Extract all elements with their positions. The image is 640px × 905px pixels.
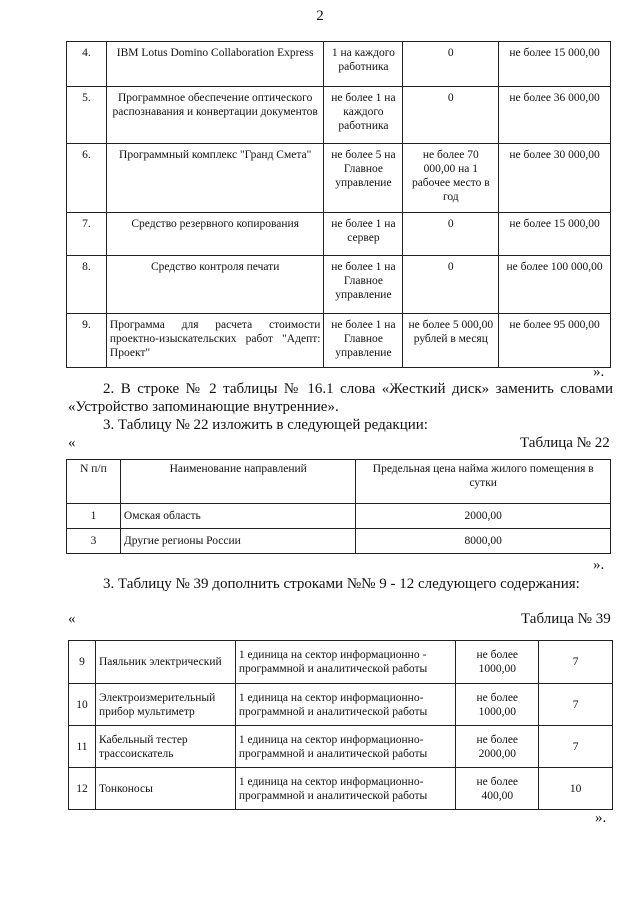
table-row (67, 87, 611, 144)
row-number: 9 (69, 641, 96, 684)
item-price: не более 1000,00 (456, 684, 539, 726)
item-quantity: не более 1 на сервер (324, 213, 403, 256)
table-row (69, 641, 613, 684)
row-number: 1 (67, 504, 121, 529)
table-caption: Таблица № 39 (521, 611, 611, 627)
open-quote: « (68, 435, 76, 451)
row-number: 3 (67, 529, 121, 554)
table-row (67, 213, 611, 256)
item-name: Программа для расчета стоимости проектно-изыскательских работ "Адепт: Проект" (106, 314, 324, 368)
item-name: Кабельный тестер трассоискатель (95, 726, 235, 768)
item-limit: не более 70 000,00 на 1 рабочее место в год (403, 144, 499, 213)
column-header: Предельная цена найма жилого помещения в сутки (356, 460, 611, 504)
item-quantity: не более 5 на Главное управление (324, 144, 403, 213)
housing-price-table (66, 459, 611, 554)
row-number: 10 (69, 684, 96, 726)
row-number: 5. (67, 87, 107, 144)
item-name: Паяльник электрический (95, 641, 235, 684)
item-price: не более 15 000,00 (499, 213, 611, 256)
closing-quote: ». (595, 810, 607, 826)
row-number: 9. (67, 314, 107, 368)
row-number: 6. (67, 144, 107, 213)
closing-quote: ». (593, 557, 605, 573)
item-quantity: 1 на каждого работника (324, 42, 403, 87)
column-header: N п/п (67, 460, 121, 504)
item-norm: 1 единица на сектор информационно-программной и аналитической работы (235, 768, 455, 810)
item-price: не более 15 000,00 (499, 42, 611, 87)
column-header: Наименование направлений (120, 460, 356, 504)
region-price: 8000,00 (356, 529, 611, 554)
item-price: не более 36 000,00 (499, 87, 611, 144)
item-term: 10 (539, 768, 613, 810)
paragraph-2: 2. В строке № 2 таблицы № 16.1 слова «Жесткий диск» заменить словами «Устройство запоминающие внутренние». (68, 381, 613, 415)
row-number: 11 (69, 726, 96, 768)
item-quantity: не более 1 на Главное управление (324, 256, 403, 314)
equipment-table (68, 640, 613, 810)
item-quantity: не более 1 на Главное управление (324, 314, 403, 368)
item-limit: 0 (403, 42, 499, 87)
table-row (67, 144, 611, 213)
table-caption: Таблица № 22 (520, 435, 610, 451)
closing-quote: ». (593, 364, 605, 380)
item-price: не более 95 000,00 (499, 314, 611, 368)
item-name: Программный комплекс "Гранд Смета" (106, 144, 324, 213)
item-name: Средство резервного копирования (106, 213, 324, 256)
item-norm: 1 единица на сектор информационно-программной и аналитической работы (235, 726, 455, 768)
table-row (67, 314, 611, 368)
table-row (67, 42, 611, 87)
region-price: 2000,00 (356, 504, 611, 529)
row-number: 8. (67, 256, 107, 314)
item-limit: 0 (403, 213, 499, 256)
item-name: Тонконосы (95, 768, 235, 810)
table-row (67, 529, 611, 554)
item-norm: 1 единица на сектор информационно - программной и аналитической работы (235, 641, 455, 684)
item-limit: 0 (403, 256, 499, 314)
item-price: не более 100 000,00 (499, 256, 611, 314)
item-price: не более 400,00 (456, 768, 539, 810)
table-row (67, 256, 611, 314)
item-name: Программное обеспечение оптического распознавания и конвертации документов (106, 87, 324, 144)
item-quantity: не более 1 на каждого работника (324, 87, 403, 144)
row-number: 12 (69, 768, 96, 810)
table-row (67, 504, 611, 529)
page-number: 2 (316, 8, 324, 24)
software-table (66, 41, 611, 368)
item-price: не более 2000,00 (456, 726, 539, 768)
row-number: 7. (67, 213, 107, 256)
item-limit: 0 (403, 87, 499, 144)
item-term: 7 (539, 684, 613, 726)
paragraph-3a: 3. Таблицу № 22 изложить в следующей редакции: (103, 417, 428, 433)
item-name: IBM Lotus Domino Collaboration Express (106, 42, 324, 87)
item-term: 7 (539, 726, 613, 768)
table-row (69, 684, 613, 726)
item-name: Средство контроля печати (106, 256, 324, 314)
item-name: Электроизмерительный прибор мультиметр (95, 684, 235, 726)
region-name: Другие регионы России (120, 529, 356, 554)
paragraph-3b: 3. Таблицу № 39 дополнить строками №№ 9 - 12 следующего содержания: (103, 576, 580, 592)
table-header-row (67, 460, 611, 504)
open-quote: « (68, 611, 76, 627)
table-row (69, 726, 613, 768)
item-term: 7 (539, 641, 613, 684)
region-name: Омская область (120, 504, 356, 529)
item-price: не более 1000,00 (456, 641, 539, 684)
item-price: не более 30 000,00 (499, 144, 611, 213)
item-limit: не более 5 000,00 рублей в месяц (403, 314, 499, 368)
row-number: 4. (67, 42, 107, 87)
item-norm: 1 единица на сектор информационно-программной и аналитической работы (235, 684, 455, 726)
table-row (69, 768, 613, 810)
